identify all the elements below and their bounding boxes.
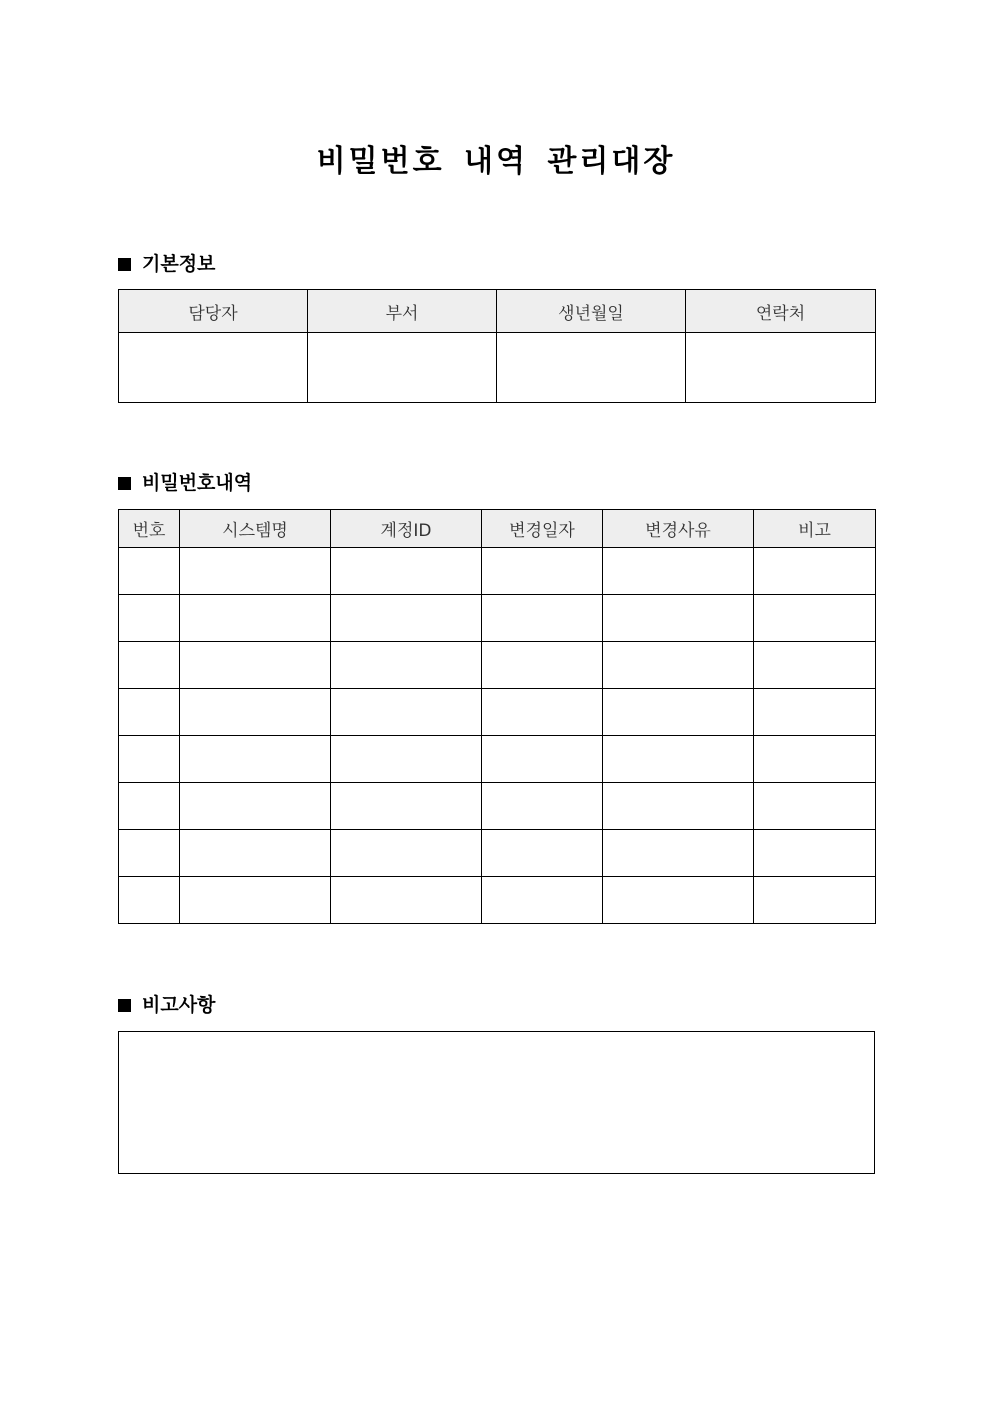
password-history-header-row — [119, 510, 876, 548]
number-cell[interactable] — [119, 830, 180, 877]
note-cell[interactable] — [754, 595, 876, 642]
note-cell[interactable] — [754, 642, 876, 689]
change-reason-cell[interactable] — [603, 642, 754, 689]
basic-info-heading — [118, 252, 215, 276]
account-id-cell[interactable] — [331, 642, 482, 689]
table-row — [119, 642, 876, 689]
square-bullet-icon — [118, 999, 131, 1012]
table-row — [119, 783, 876, 830]
table-row — [119, 877, 876, 924]
remarks-heading — [118, 993, 215, 1017]
table-row — [119, 595, 876, 642]
document-title: 비밀번호 내역 관리대장 — [316, 144, 676, 179]
note-cell[interactable] — [754, 783, 876, 830]
col-header-note: 비고 — [754, 510, 876, 548]
system-name-cell[interactable] — [180, 642, 331, 689]
change-date-cell[interactable] — [482, 877, 603, 924]
number-cell[interactable] — [119, 877, 180, 924]
change-date-cell[interactable] — [482, 830, 603, 877]
number-cell[interactable] — [119, 548, 180, 595]
system-name-cell[interactable] — [180, 736, 331, 783]
change-reason-cell[interactable] — [603, 548, 754, 595]
change-date-cell[interactable] — [482, 783, 603, 830]
contact-cell[interactable] — [686, 333, 876, 403]
change-reason-cell[interactable] — [603, 595, 754, 642]
change-reason-cell[interactable] — [603, 830, 754, 877]
system-name-cell[interactable] — [180, 830, 331, 877]
table-row — [119, 689, 876, 736]
col-header-change-reason: 변경사유 — [603, 510, 754, 548]
col-header-contact: 연락처 — [686, 290, 876, 333]
change-date-cell[interactable] — [482, 736, 603, 783]
table-row — [119, 736, 876, 783]
table-row — [119, 548, 876, 595]
col-header-change-date: 변경일자 — [482, 510, 603, 548]
change-date-cell[interactable] — [482, 642, 603, 689]
table-row — [119, 830, 876, 877]
square-bullet-icon — [118, 477, 131, 490]
number-cell[interactable] — [119, 595, 180, 642]
basic-info-input-row — [119, 333, 876, 403]
note-cell[interactable] — [754, 548, 876, 595]
account-id-cell[interactable] — [331, 736, 482, 783]
note-cell[interactable] — [754, 689, 876, 736]
department-cell[interactable] — [308, 333, 497, 403]
col-header-number: 번호 — [119, 510, 180, 548]
basic-info-heading-label: 기본정보 — [142, 253, 216, 275]
change-date-cell[interactable] — [482, 548, 603, 595]
system-name-cell[interactable] — [180, 877, 331, 924]
password-history-heading — [118, 471, 252, 495]
basic-info-header-row — [119, 290, 876, 333]
account-id-cell[interactable] — [331, 595, 482, 642]
system-name-cell[interactable] — [180, 783, 331, 830]
account-id-cell[interactable] — [331, 548, 482, 595]
change-reason-cell[interactable] — [603, 877, 754, 924]
number-cell[interactable] — [119, 783, 180, 830]
system-name-cell[interactable] — [180, 595, 331, 642]
number-cell[interactable] — [119, 642, 180, 689]
square-bullet-icon — [118, 258, 131, 271]
system-name-cell[interactable] — [180, 689, 331, 736]
note-cell[interactable] — [754, 830, 876, 877]
change-reason-cell[interactable] — [603, 689, 754, 736]
col-header-system-name: 시스템명 — [180, 510, 331, 548]
account-id-cell[interactable] — [331, 689, 482, 736]
note-cell[interactable] — [754, 736, 876, 783]
col-header-account-id: 계정ID — [331, 510, 482, 548]
col-header-department: 부서 — [308, 290, 497, 333]
change-reason-cell[interactable] — [603, 783, 754, 830]
birthdate-cell[interactable] — [497, 333, 686, 403]
number-cell[interactable] — [119, 689, 180, 736]
col-header-birthdate: 생년월일 — [497, 290, 686, 333]
account-id-cell[interactable] — [331, 783, 482, 830]
basic-info-table — [118, 289, 876, 403]
password-history-heading-label: 비밀번호내역 — [142, 472, 253, 494]
system-name-cell[interactable] — [180, 548, 331, 595]
manager-cell[interactable] — [119, 333, 308, 403]
col-header-manager: 담당자 — [119, 290, 308, 333]
change-reason-cell[interactable] — [603, 736, 754, 783]
change-date-cell[interactable] — [482, 595, 603, 642]
remarks-heading-label: 비고사항 — [142, 994, 216, 1016]
remarks-box[interactable] — [118, 1031, 875, 1174]
password-history-table — [118, 509, 876, 924]
password-history-body — [119, 548, 876, 924]
account-id-cell[interactable] — [331, 830, 482, 877]
number-cell[interactable] — [119, 736, 180, 783]
note-cell[interactable] — [754, 877, 876, 924]
change-date-cell[interactable] — [482, 689, 603, 736]
account-id-cell[interactable] — [331, 877, 482, 924]
